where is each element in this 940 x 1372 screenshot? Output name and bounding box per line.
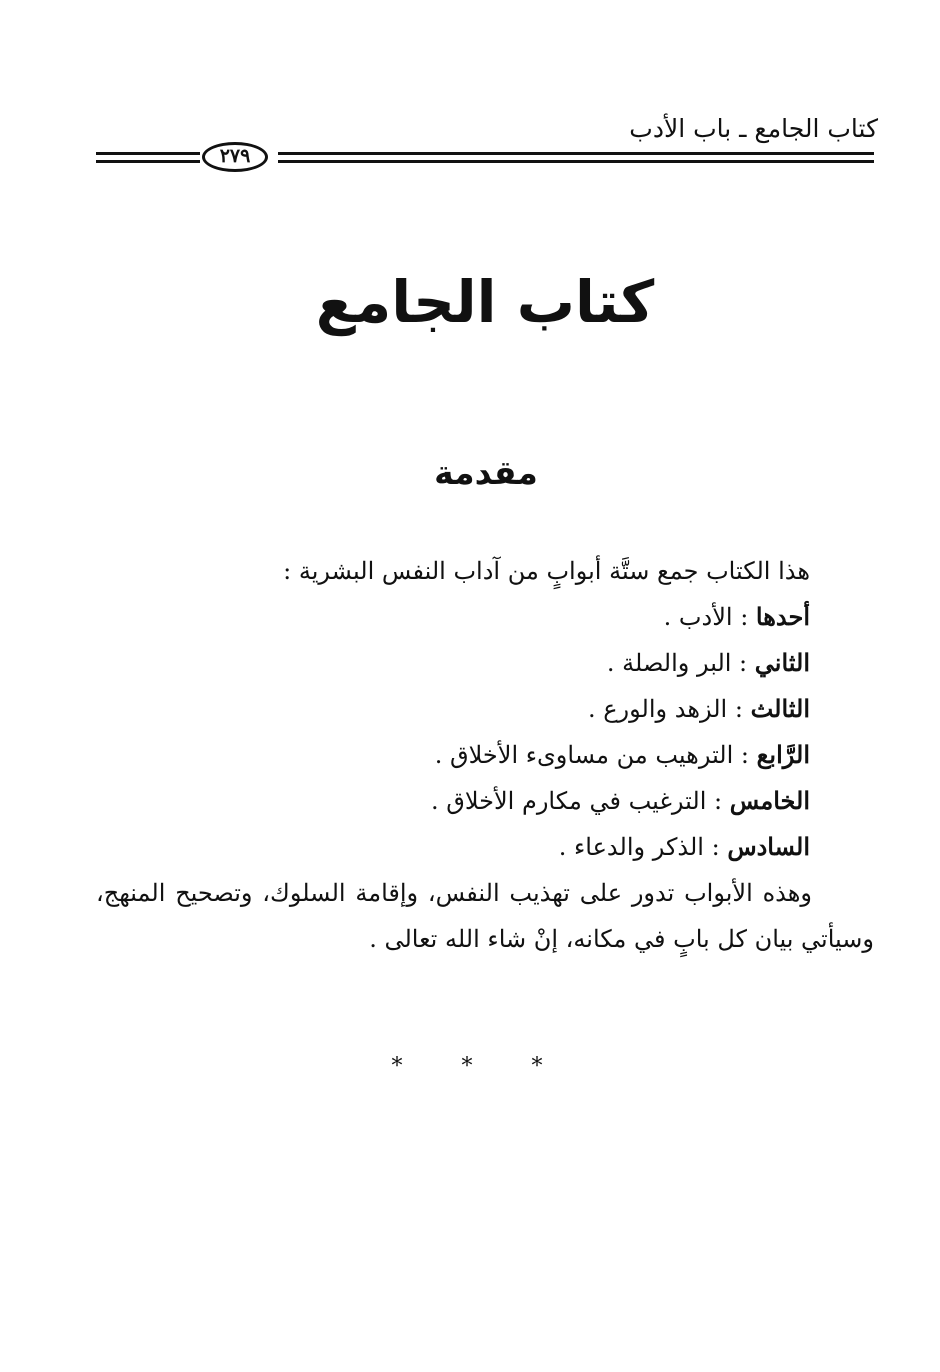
running-header: كتاب الجامع ـ باب الأدب — [629, 114, 878, 143]
section-title: مقدمة — [434, 453, 538, 492]
chapter-label: الثالث — [750, 694, 810, 723]
chapter-label: السادس — [727, 832, 810, 861]
chapter-item — [110, 778, 810, 824]
chapter-label: الرَّابع — [756, 740, 810, 769]
chapter-item — [110, 686, 810, 732]
chapter-item — [110, 640, 810, 686]
chapter-text: : الذكر والدعاء . — [558, 833, 720, 861]
chapter-text: : الزهد والورع . — [587, 695, 743, 723]
chapter-item — [110, 732, 810, 778]
intro-line: هذا الكتاب جمع ستَّة أبوابٍ من آداب النفس البشرية : — [283, 557, 810, 585]
chapter-text: : الأدب . — [663, 603, 749, 631]
chapter-item — [110, 594, 810, 640]
chapter-text: : الترهيب من مساوىء الأخلاق . — [434, 741, 750, 769]
chapter-item — [110, 824, 810, 870]
chapter-label: أحدها — [755, 602, 810, 631]
chapter-text: : الترغيب في مكارم الأخلاق . — [430, 787, 723, 815]
chapter-text: : البر والصلة . — [606, 649, 748, 677]
closing-paragraph — [96, 870, 874, 962]
header-rule — [278, 160, 874, 163]
header-rule — [96, 152, 200, 155]
closing-text: وهذه الأبواب تدور على تهذيب النفس، وإقامة السلوك، وتصحيح المنهج، وسيأتي بيان كل بابٍ في مكانه، إنْ شاء الله تعالى . — [96, 879, 874, 953]
section-separator: * * * — [391, 1054, 569, 1079]
page-number: ٢٧٩ — [202, 142, 268, 172]
chapter-label: الثاني — [754, 648, 810, 677]
header-rule — [96, 160, 200, 163]
header-rule — [278, 152, 874, 155]
chapter-label: الخامس — [729, 786, 810, 815]
book-title: كتاب الجامع — [315, 268, 655, 336]
chapter-list — [110, 548, 810, 870]
